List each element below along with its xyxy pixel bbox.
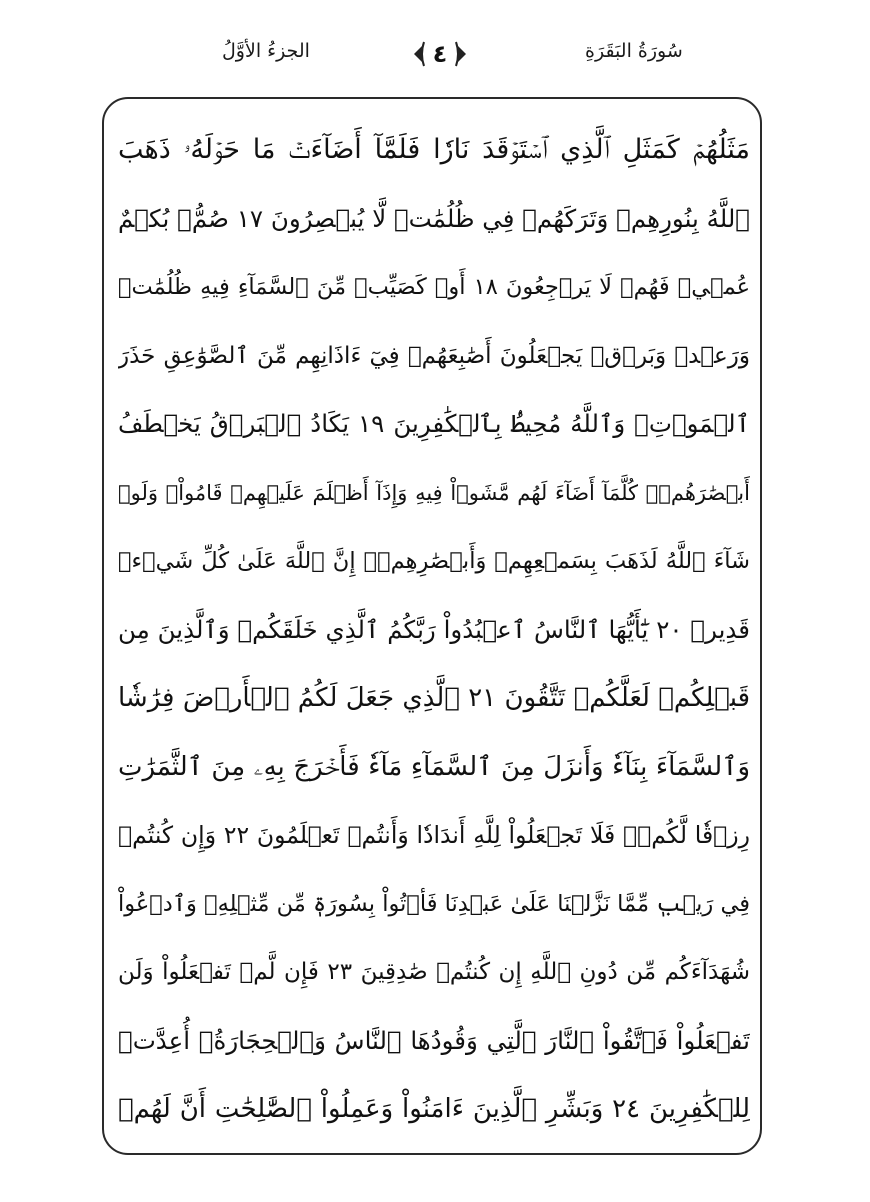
verse-line: أَبۡصَٰرَهُمۡۖ كُلَّمَآ أَضَآءَ لَهُم مَّشَوۡاْ فِيهِ وَإِذَآ أَظۡلَمَ عَلَيۡهِمۡ قَامُواْۚ وَلَوۡ xyxy=(118,480,750,505)
verse-text-area xyxy=(118,116,750,1146)
page-header xyxy=(0,30,870,86)
verse-line: شُهَدَآءَكُم مِّن دُونِ ٱللَّهِ إِن كُنتُمۡ صَٰدِقِينَ ٢٣ فَإِن لَّمۡ تَفۡعَلُواْ وَلَن xyxy=(118,959,750,985)
page-number-ornament xyxy=(410,34,470,74)
verse-line: قَبۡلِكُمۡ لَعَلَّكُمۡ تَتَّقُونَ ٢١ ٱلَّذِي جَعَلَ لَكُمُ ٱلۡأَرۡضَ فِرَٰشٗا xyxy=(118,683,750,713)
verse-line: شَآءَ ٱللَّهُ لَذَهَبَ بِسَمۡعِهِمۡ وَأَبۡصَٰرِهِمۡۚ إِنَّ ٱللَّهَ عَلَىٰ كُلِّ شَيۡءٖ xyxy=(118,548,750,574)
page-number: ٤ xyxy=(432,40,448,68)
verse-line: مَثَلُهُمۡ كَمَثَلِ ٱلَّذِي ٱسۡتَوۡقَدَ نَارٗا فَلَمَّآ أَضَآءَتۡ مَا حَوۡلَهُۥ ذَهَبَ xyxy=(118,134,750,165)
verse-line: فِي رَيۡبٖ مِّمَّا نَزَّلۡنَا عَلَىٰ عَبۡدِنَا فَأۡتُواْ بِسُورَةٖ مِّن مِّثۡلِهِۦ وَٱدۡعُواْ xyxy=(118,890,750,917)
verse-line: ٱللَّهُ بِنُورِهِمۡ وَتَرَكَهُمۡ فِي ظُلُمَٰتٖ لَّا يُبۡصِرُونَ ١٧ صُمُّۢ بُكۡمٌ xyxy=(118,203,750,233)
verse-line: وَٱلسَّمَآءَ بِنَآءٗ وَأَنزَلَ مِنَ ٱلسَّمَآءِ مَآءٗ فَأَخۡرَجَ بِهِۦ مِنَ ٱلثَّمَرَٰتِ xyxy=(118,751,750,782)
verse-line: لِلۡكَٰفِرِينَ ٢٤ وَبَشِّرِ ٱلَّذِينَ ءَامَنُواْ وَعَمِلُواْ ٱلصَّٰلِحَٰتِ أَنَّ لَهُمۡ xyxy=(118,1094,750,1124)
verse-line: تَفۡعَلُواْ فَٱتَّقُواْ ٱلنَّارَ ٱلَّتِي وَقُودُهَا ٱلنَّاسُ وَٱلۡحِجَارَةُۖ أُعِدَّتۡ xyxy=(118,1025,750,1055)
surah-name: سُورَةُ البَقَرَةِ xyxy=(585,40,683,62)
verse-line: قَدِيرٞ ٢٠ يَٰٓأَيُّهَا ٱلنَّاسُ ٱعۡبُدُواْ رَبَّكُمُ ٱلَّذِي خَلَقَكُمۡ وَٱلَّذِينَ مِن xyxy=(118,614,750,644)
verse-line: رِزۡقٗا لَّكُمۡۖ فَلَا تَجۡعَلُواْ لِلَّهِ أَندَادٗا وَأَنتُمۡ تَعۡلَمُونَ ٢٢ وَإِن كُنتُمۡ xyxy=(118,821,750,849)
verse-line: وَرَعۡدٞ وَبَرۡقٞ يَجۡعَلُونَ أَصَٰبِعَهُمۡ فِيٓ ءَاذَانِهِم مِّنَ ٱلصَّوَٰعِقِ حَذَرَ xyxy=(118,342,750,369)
verse-line: ٱلۡمَوۡتِۚ وَٱللَّهُ مُحِيطُۢ بِٱلۡكَٰفِرِينَ ١٩ يَكَادُ ٱلۡبَرۡقُ يَخۡطَفُ xyxy=(118,409,750,438)
verse-line: عُمۡيٞ فَهُمۡ لَا يَرۡجِعُونَ ١٨ أَوۡ كَصَيِّبٖ مِّنَ ٱلسَّمَآءِ فِيهِ ظُلُمَٰتٞ xyxy=(118,274,750,300)
juz-name: الجزءُ الأوَّلُ xyxy=(222,40,310,62)
